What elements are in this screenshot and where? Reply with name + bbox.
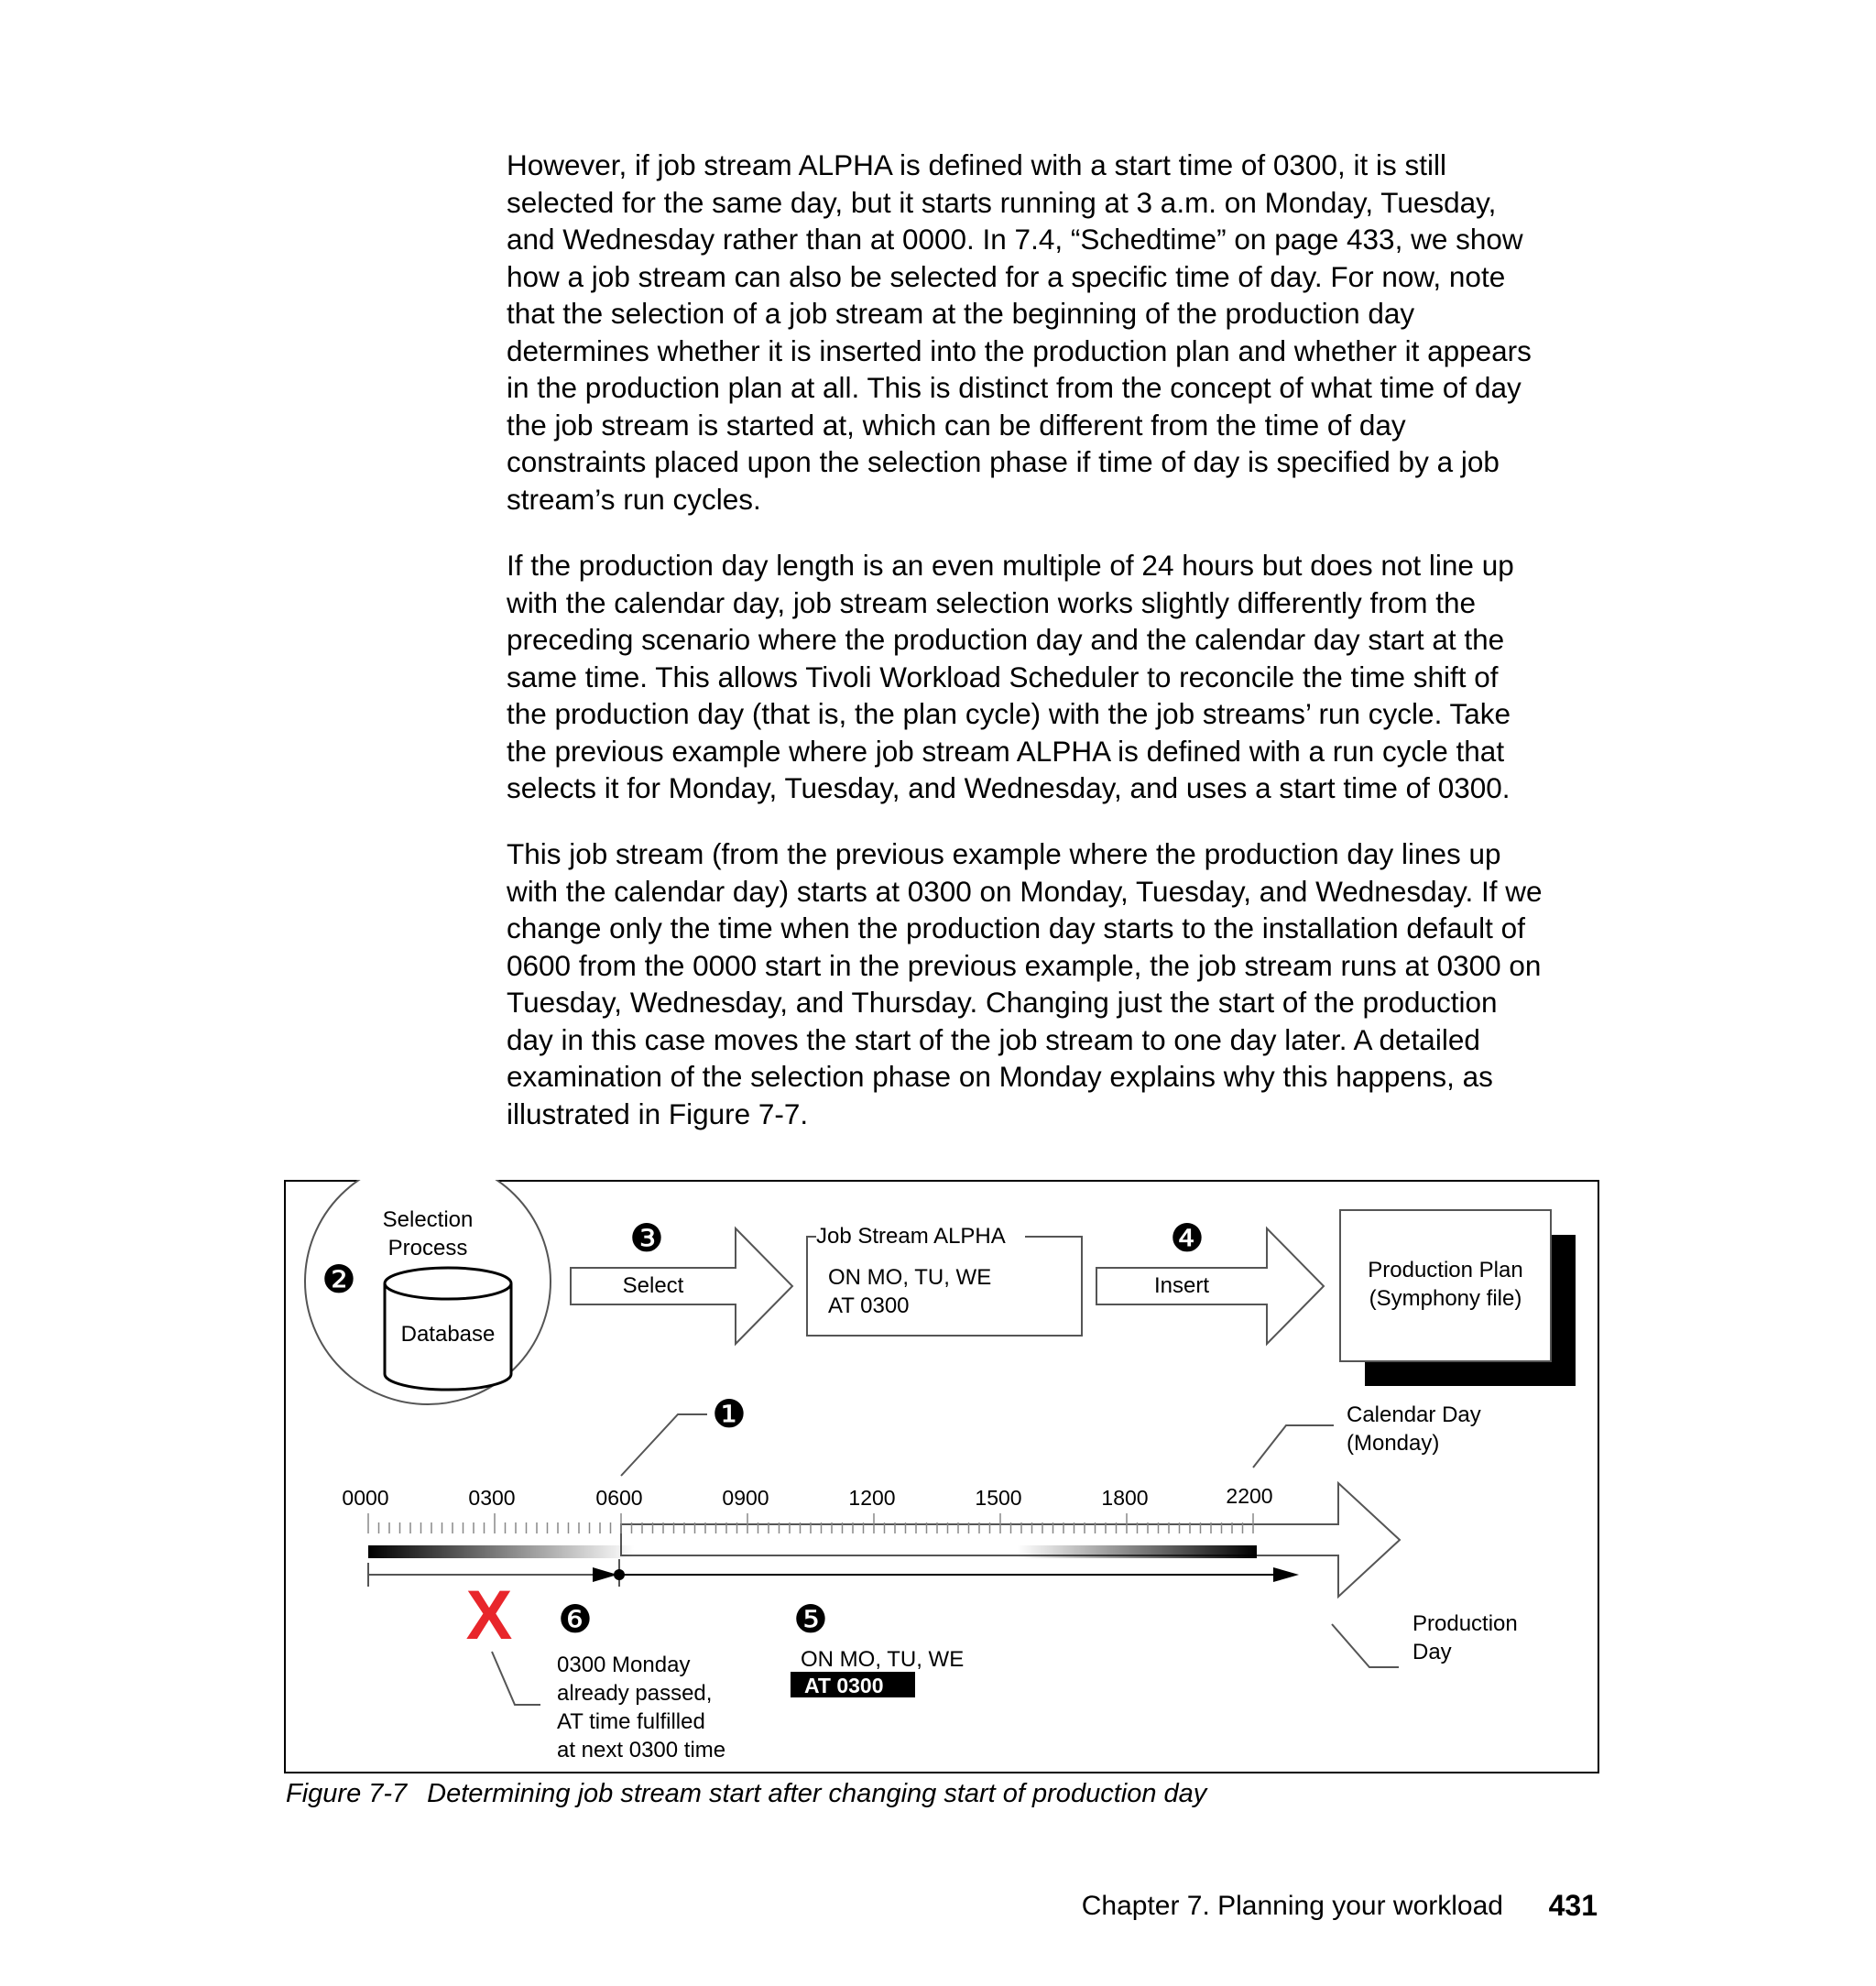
figure-diagram xyxy=(284,1180,1599,1773)
text-line: that the selection of a job stream at the beginning of the production day xyxy=(507,297,1415,330)
marker-2: ❷ xyxy=(322,1258,356,1301)
text-line: the job stream is started at, which can be different from the time of day xyxy=(507,408,1406,442)
text-line: change only the time when the production day starts to the installation default of xyxy=(507,911,1525,944)
text-line: illustrated in Figure 7-7. xyxy=(507,1097,809,1130)
paragraph-3 xyxy=(507,835,1606,1132)
text-line: how a job stream can also be selected for a specific time of day. For now, note xyxy=(507,259,1506,293)
production-day-label-1: Production xyxy=(1412,1611,1518,1636)
time-label-0000: 0000 xyxy=(342,1486,389,1510)
caption-number: Figure 7-7 xyxy=(286,1779,408,1808)
marker-6: ❻ xyxy=(558,1598,593,1641)
production-plan-label-1: Production Plan xyxy=(1368,1258,1523,1282)
text-line: selected for the same day, but it starts running at 3 a.m. on Monday, Tuesday, xyxy=(507,185,1497,219)
text-line: 0600 from the 0000 start in the previous example, the job stream runs at 0300 on xyxy=(507,948,1542,982)
note-line-1: 0300 Monday xyxy=(557,1653,691,1677)
calendar-day-label-1: Calendar Day xyxy=(1347,1402,1481,1427)
figure-caption xyxy=(286,1779,1206,1809)
x-mark-icon: X xyxy=(465,1577,513,1654)
text-line: day in this case moves the start of the job stream to one day later. A detailed xyxy=(507,1022,1480,1056)
calendar-day-label-2: (Monday) xyxy=(1347,1431,1440,1456)
footer-chapter: Chapter 7. Planning your workload xyxy=(1081,1891,1503,1921)
time-label-0300: 0300 xyxy=(468,1486,516,1510)
text-line: preceding scenario where the production day and the calendar day start at the xyxy=(507,623,1505,656)
text-line: selects it for Monday, Tuesday, and Wednesday, and uses a start time of 0300. xyxy=(507,771,1511,804)
run-cycle-label: ON MO, TU, WE xyxy=(801,1647,965,1672)
time-label-1500: 1500 xyxy=(975,1486,1022,1510)
figure-7-7 xyxy=(284,1180,1599,1773)
text-line: same time. This allows Tivoli Workload Scheduler to reconcile the time shift of xyxy=(507,660,1499,693)
text-line: This job stream (from the previous example where the production day lines up xyxy=(507,837,1501,870)
selection-process-label-1: Selection xyxy=(382,1207,474,1232)
text-line: examination of the selection phase on Monday explains why this happens, as xyxy=(507,1060,1493,1093)
marker-1: ❶ xyxy=(712,1392,747,1435)
note-line-3: AT time fulfilled xyxy=(557,1709,705,1734)
text-line: However, if job stream ALPHA is defined with a start time of 0300, it is still xyxy=(507,148,1446,181)
selection-process-label-2: Process xyxy=(387,1236,468,1260)
time-label-1200: 1200 xyxy=(848,1486,896,1510)
text-line: with the calendar day) starts at 0300 on Monday, Tuesday, and Wednesday. If we xyxy=(507,874,1543,908)
job-stream-title: Job Stream ALPHA xyxy=(816,1224,1006,1249)
text-line: Tuesday, Wednesday, and Thursday. Changing just the start of the production xyxy=(507,986,1498,1019)
timeline-bar-start xyxy=(368,1545,634,1558)
production-day-start-dot xyxy=(614,1569,625,1580)
job-stream-line-2: AT 0300 xyxy=(828,1293,910,1318)
paragraph-1 xyxy=(507,147,1606,518)
text-line: and Wednesday rather than at 0000. In 7.4, “Schedtime” on page 433, we show xyxy=(507,223,1523,256)
text-line: determines whether it is inserted into the production plan and whether it appears xyxy=(507,333,1532,367)
note-line-4: at next 0300 time xyxy=(557,1738,726,1762)
page-number: 431 xyxy=(1548,1889,1598,1922)
time-label-0900: 0900 xyxy=(722,1486,769,1510)
paragraph-2 xyxy=(507,547,1606,807)
job-stream-line-1: ON MO, TU, WE xyxy=(828,1265,992,1290)
time-label-1800: 1800 xyxy=(1101,1486,1149,1510)
text-line: If the production day length is an even multiple of 24 hours but does not line up xyxy=(507,549,1514,582)
timeline-bar-end xyxy=(1017,1545,1257,1558)
text-line: stream’s run cycles. xyxy=(507,482,761,516)
marker-5: ❺ xyxy=(793,1598,828,1641)
text-line: with the calendar day, job stream selection works slightly differently from the xyxy=(507,585,1477,619)
time-label-2200: 2200 xyxy=(1226,1484,1273,1508)
insert-label: Insert xyxy=(1153,1273,1210,1298)
text-line: constraints placed upon the selection phase if time of day is specified by a job xyxy=(507,445,1500,478)
production-plan-label-2: (Symphony file) xyxy=(1369,1286,1522,1311)
caption-text: Determining job stream start after changing start of production day xyxy=(427,1779,1207,1808)
text-line: the previous example where job stream ALPHA is defined with a run cycle that xyxy=(507,734,1505,768)
at-badge-label: AT 0300 xyxy=(804,1674,884,1697)
note-line-2: already passed, xyxy=(557,1681,713,1706)
production-day-label-2: Day xyxy=(1412,1640,1452,1664)
text-line: the production day (that is, the plan cycle) with the job streams’ run cycle. Take xyxy=(507,697,1511,730)
database-label: Database xyxy=(400,1322,496,1347)
marker-3: ❸ xyxy=(629,1217,664,1260)
select-label: Select xyxy=(622,1273,684,1298)
time-label-0600: 0600 xyxy=(595,1486,643,1510)
marker-4: ❹ xyxy=(1170,1217,1205,1260)
text-line: in the production plan at all. This is distinct from the concept of what time of day xyxy=(507,371,1522,404)
